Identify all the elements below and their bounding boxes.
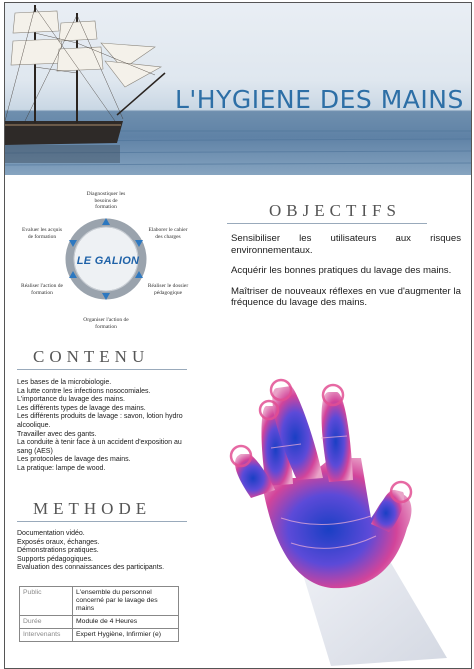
methode-underline — [17, 521, 187, 522]
cycle-step-diagnostiquer: Diagnostiquer les besoins de formation — [86, 191, 126, 210]
table-key-duree: Durée — [20, 616, 73, 629]
contenu-item: La lutte contre les infections nosocomiales. — [17, 387, 151, 395]
contenu-item: Les bases de la microbiologie. — [17, 379, 112, 386]
cycle-step-elaborer: Elaborer le cahier des charges — [148, 227, 188, 240]
table-value-duree: Module de 4 Heures — [73, 616, 179, 629]
methode-item: Documentation vidéo. — [17, 530, 85, 537]
table-value-public: L'ensemble du personnel concerné par le lavage des mains — [73, 587, 179, 616]
objectif-item: Maîtriser de nouveaux réflexes en vue d'augmenter la fréquence du lavage des mains. — [231, 285, 461, 308]
contenu-heading: CONTENU — [33, 347, 150, 366]
banner — [5, 3, 471, 175]
methode-item: Démonstrations pratiques. — [17, 547, 99, 555]
methode-item: Exposés oraux, échanges. — [17, 538, 100, 546]
methode-list — [17, 530, 197, 573]
cycle-step-realiser-action: Réaliser l'action de formation — [21, 283, 63, 296]
table-row — [20, 616, 179, 629]
le-galion-logo: LE GALION — [76, 255, 140, 267]
objectifs-list — [231, 233, 461, 318]
methode-heading: METHODE — [33, 499, 152, 518]
contenu-item: La conduite à tenir face à un accident d'exposition au sang (AES) — [17, 439, 184, 455]
cycle-step-realiser-dossier: Réaliser le dossier pédagogique — [147, 283, 189, 296]
table-row — [20, 629, 179, 642]
brochure-page — [4, 2, 472, 669]
contenu-list — [17, 379, 197, 474]
methode-item: Evaluation des connaissances des participants. — [17, 564, 165, 572]
methode-item: Supports pédagogiques. — [17, 555, 93, 563]
banner-title: L'HYGIENE DES MAINS — [175, 85, 464, 114]
objectif-item: Acquérir les bonnes pratiques du lavage des mains. — [231, 265, 452, 276]
contenu-item: La pratique: lampe de wood. — [17, 464, 106, 472]
objectifs-heading: OBJECTIFS — [269, 201, 401, 220]
cycle-step-organiser: Organiser l'action de formation — [83, 317, 129, 330]
contenu-item: L'importance du lavage des mains. — [17, 396, 125, 404]
contenu-underline — [17, 369, 187, 370]
table-row — [20, 587, 179, 616]
cycle-step-evaluer: Evaluer les acquis de formation — [21, 227, 62, 240]
table-key-public: Public — [20, 587, 73, 616]
table-value-intervenants: Expert Hygiène, Infirmier (e) — [73, 629, 179, 642]
contenu-item: Les protocoles de lavage des mains. — [17, 456, 131, 464]
contenu-item: Travailler avec des gants. — [17, 430, 97, 438]
objectif-item: Sensibiliser les utilisateurs aux risques environnementaux. — [231, 233, 461, 256]
table-key-intervenants: Intervenants — [20, 629, 73, 642]
contenu-item: Les différents produits de lavage : savon, lotion hydro alcoolique. — [17, 413, 185, 429]
training-cycle-diagram — [11, 185, 201, 335]
hand-illustration — [211, 368, 471, 666]
objectifs-underline — [227, 223, 427, 224]
contenu-item: Les différents types de lavage des mains. — [17, 404, 146, 412]
info-table — [19, 586, 179, 642]
